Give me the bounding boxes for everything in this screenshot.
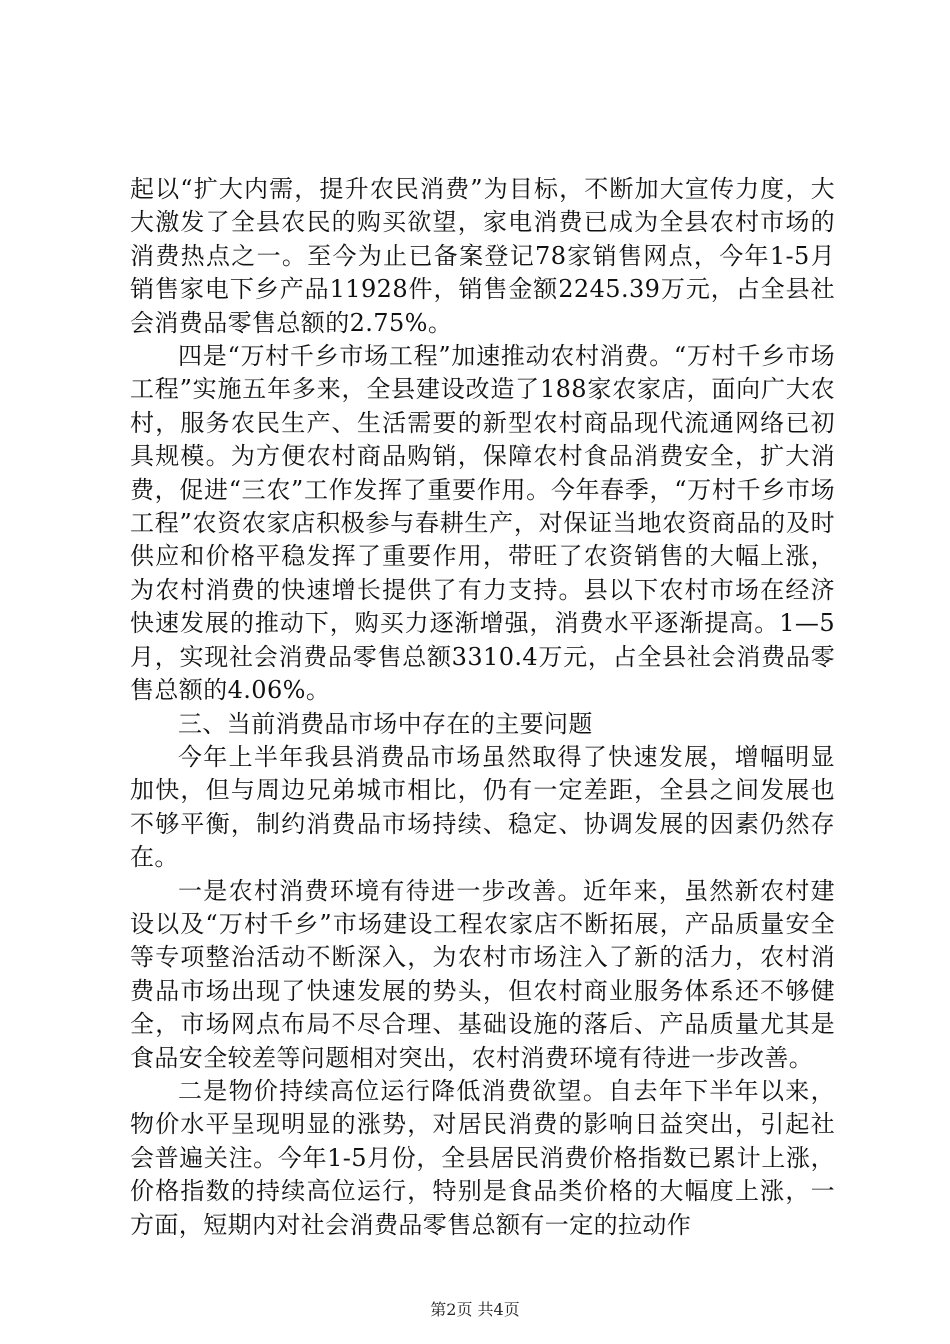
section-heading-three: 三、当前消费品市场中存在的主要问题 [178, 709, 593, 738]
paragraph-point-one: 一是农村消费环境有待进一步改善。近年来，虽然新农村建设以及“万村千乡”市场建设工程农家店不断拓展，产品质量安全等专项整治活动不断深入，为农村市场注入了新的活力，农村消费品市场出现了快速发展的势头，但农村商业服务体系还不够健全，市场网点布局不尽合理、基础设施的落后、产品质量尤其是食品安全较差等问题相对突出，农村消费环境有待进一步改善。 [130, 876, 835, 1072]
paragraph-point-two: 二是物价持续高位运行降低消费欲望。自去年下半年以来，物价水平呈现明显的涨势，对居民消费的影响日益突出，引起社会普遍关注。今年1-5月份，全县居民消费价格指数已累计上涨，价格指数的持续高位运行，特别是食品类价格的大幅度上涨，一方面，短期内对社会消费品零售总额有一定的拉动作 [130, 1076, 835, 1239]
paragraph-section-intro: 今年上半年我县消费品市场虽然取得了快速发展，增幅明显加快，但与周边兄弟城市相比，仍有一定差距，全县之间发展也不够平衡，制约消费品市场持续、稳定、协调发展的因素仍然存在。 [130, 742, 835, 872]
paragraph-point-four: 四是“万村千乡市场工程”加速推动农村消费。“万村千乡市场工程”实施五年多来，全县建设改造了188家农家店，面向广大农村，服务农民生产、生活需要的新型农村商品现代流通网络已初具规模。为方便农村商品购销，保障农村食品消费安全，扩大消费，促进“三农”工作发挥了重要作用。今年春季，“万村千乡市场工程”农资农家店积极参与春耕生产，对保证当地农资商品的及时供应和价格平稳发挥了重要作用，带旺了农资销售的大幅上涨，为农村消费的快速增长提供了有力支持。县以下农村市场在经济快速发展的推动下，购买力逐渐增强，消费水平逐渐提高。1—5月，实现社会消费品零售总额3310.4万元，占全县社会消费品零售总额的4.06%。 [130, 342, 835, 705]
paragraph-continued: 起以“扩大内需，提升农民消费”为目标，不断加大宣传力度，大大激发了全县农民的购买欲望，家电消费已成为全县农村市场的消费热点之一。至今为止已备案登记78家销售网点，今年1-5月销售家电下乡产品11928件，销售金额2245.39万元，占全县社会消费品零售总额的2.75%。 [130, 175, 835, 337]
page-footer: 第2页 共4页 [430, 1300, 520, 1319]
document-body [130, 173, 835, 1242]
